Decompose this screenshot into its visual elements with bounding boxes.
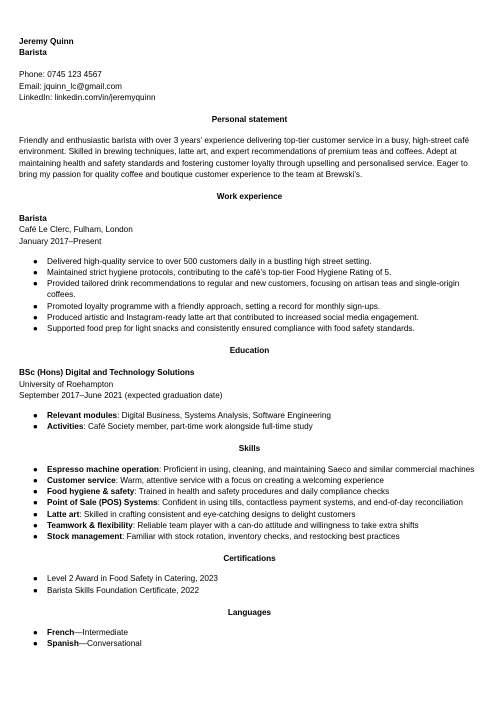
bullet-icon: ● [33,531,38,541]
list-item: ● Point of Sale (POS) Systems: Confident in using tills, contactless payment systems, and end-of-day reconciliation [33,498,463,508]
bullet-icon: ● [33,509,38,519]
bullet-icon: ● [33,279,38,289]
bullet-icon: ● [33,422,38,432]
list-item: ● Level 2 Award in Food Safety in Catering, 2023 [33,574,218,584]
list-item: ● Delivered high-quality service to over 500 customers daily in a bustling high street setting. [33,256,372,266]
education-dates: September 2017–June 2021 (expected graduation date) [19,390,223,400]
list-item: ● Relevant modules: Digital Business, Systems Analysis, Software Engineering [33,411,331,421]
work-experience-section [19,191,480,334]
list-item: ● Stock management: Familiar with stock rotation, inventory checks, and restocking best practices [33,531,400,541]
bullet-icon: ● [33,574,38,584]
list-item: ● Espresso machine operation: Proficient in using, cleaning, and maintaining Saeco and similar commercial machines [33,464,475,474]
bullet-icon: ● [33,268,38,278]
bullet-icon: ● [33,411,38,421]
list-item: ● Activities: Café Society member, part-time work alongside full-time study [33,422,313,432]
list-item: ● Food hygiene & safety: Trained in health and safety procedures and daily compliance checks [33,487,390,497]
personal-statement-section [19,114,480,180]
linkedin: LinkedIn: linkedin.com/in/jeremyquinn [19,92,156,102]
skills-section [19,443,480,542]
skills-heading: Skills [238,444,261,454]
list-item: ● Promoted loyalty programme with a friendly approach, setting a record for monthly sign-ups. [33,301,381,311]
list-item: ● Customer service: Warm, attentive service with a focus on creating a welcoming experience [33,475,384,485]
work-experience-heading: Work experience [216,192,283,202]
education-heading: Education [229,346,270,356]
certification-bullets [19,573,480,595]
bullet-icon: ● [33,256,38,266]
degree: BSc (Hons) Digital and Technology Solutions [19,368,195,378]
personal-statement-text: Friendly and enthusiastic barista with over 3 years’ experience delivering top-tier customer service in a busy, high-street café environment. Skilled in brewing techniques, latte art, and expert recommendations of premium teas and coffees. Adept at maintaining health and safety standards and fostering customer loyalty through upselling and personalised service. Eager to bring my passion for quality coffee and boutique customer experience to the team at Brewski’s. [19,136,470,179]
employer: Café Le Clerc, Fulham, London [19,225,133,235]
education-bullets [19,410,480,432]
bullet-icon: ● [33,520,38,530]
bullet-icon: ● [33,585,38,595]
certifications-section [19,553,480,596]
list-item: ● Latte art: Skilled in crafting consistent and eye-catching designs to delight customers [33,509,356,519]
language-bullets [19,627,480,649]
bullet-icon: ● [33,639,38,649]
job-title: Barista [19,214,47,224]
list-item: ● Barista Skills Foundation Certificate, 2022 [33,585,200,595]
skills-bullets [19,464,480,542]
list-item: ● Supported food prep for light snacks and consistently ensured compliance with food safety standards. [33,324,415,334]
bullet-icon: ● [33,498,38,508]
bullet-icon: ● [33,312,38,322]
list-item: ● Provided tailored drink recommendations to regular and new customers, focusing on artisan teas and single-origin coffees. [33,279,460,300]
list-item: ● Spanish—Conversational [33,639,142,649]
certifications-heading: Certifications [223,554,276,564]
list-item: ● Produced artistic and Instagram-ready latte art that contributed to increased social media engagement. [33,312,419,322]
header [19,36,480,58]
bullet-icon: ● [33,627,38,637]
work-bullets [19,256,480,334]
list-item: ● French—Intermediate [33,627,129,637]
bullet-icon: ● [33,324,38,334]
candidate-name: Jeremy Quinn [19,37,74,46]
list-item: ● Maintained strict hygiene protocols, contributing to the café’s top-tier Food Hygiene Rating of 5. [33,268,392,278]
list-item: ● Teamwork & flexibility: Reliable team player with a can-do attitude and willingness to take extra shifts [33,520,419,530]
institution: University of Roehampton [19,379,114,389]
bullet-icon: ● [33,487,38,497]
education-section [19,345,480,432]
candidate-role: Barista [19,48,47,58]
bullet-icon: ● [33,464,38,474]
bullet-icon: ● [33,301,38,311]
personal-statement-heading: Personal statement [211,115,288,125]
languages-section [19,607,480,650]
phone: Phone: 0745 123 4567 [19,70,102,80]
contact-details [19,69,480,103]
bullet-icon: ● [33,475,38,485]
job-dates: January 2017–Present [19,236,102,246]
languages-heading: Languages [227,607,272,617]
email: Email: jquinn_lc@gmail.com [19,81,122,91]
